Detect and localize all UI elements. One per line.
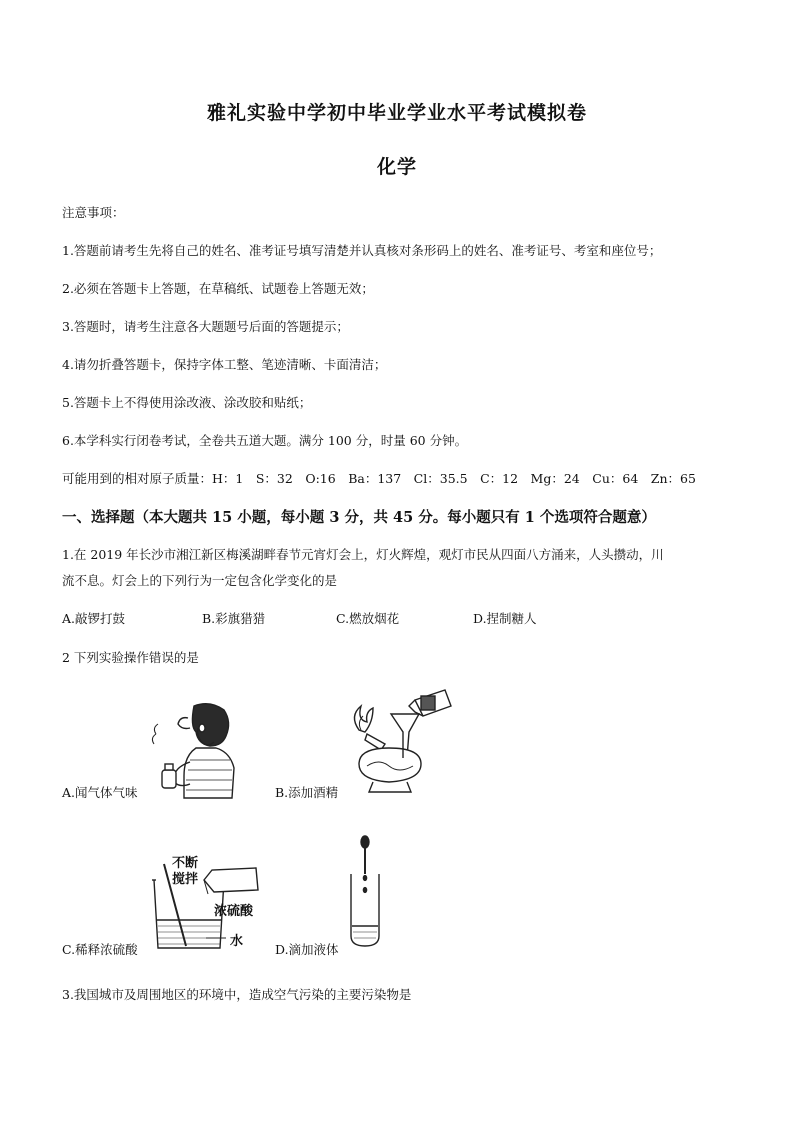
notice-heading: 注意事项：	[62, 205, 125, 220]
notice-item-3: 3.答题时，请考生注意各大题题号后面的答题提示；	[62, 319, 349, 334]
q2-option-d: D.滴加液体	[275, 942, 339, 957]
figure-add-alcohol	[345, 686, 455, 798]
notice-item-1: 1.答题前请考生先将自己的姓名、准考证号填写清楚并认真核对条形码上的姓名、准考证号、考室和座位号；	[62, 243, 662, 258]
q1-option-b: B.彩旗猎猎	[202, 611, 266, 626]
notice-item-2: 2.必须在答题卡上答题，在草稿纸、试题卷上答题无效；	[62, 281, 374, 296]
figure-c-label-stir-1: 不断	[172, 856, 199, 871]
figure-c-label-stir-2: 搅拌	[172, 872, 199, 887]
figure-c-label-acid: 浓硫酸	[214, 904, 254, 919]
exam-title: 雅礼实验中学初中毕业学业水平考试模拟卷	[206, 102, 587, 124]
q2-option-b: B.添加酒精	[275, 785, 339, 800]
q2-stem: 2 下列实验操作错误的是	[62, 650, 199, 665]
q1-stem-line1: 1.在 2019 年长沙市湘江新区梅溪湖畔春节元宵灯会上，灯火辉煌，观灯市民从四面八方涌来，人头攒动，川	[62, 547, 664, 562]
section-1-heading: 一、选择题（本大题共 15 小题，每小题 3 分，共 45 分。每小题只有 1 个选项符合题意）	[62, 509, 656, 526]
alcohol-lamp-illustration	[345, 686, 455, 798]
q2-option-c: C.稀释浓硫酸	[62, 942, 138, 957]
beaker-illustration	[148, 850, 278, 950]
q1-option-a: A.敲锣打鼓	[62, 611, 126, 626]
figure-dilute-sulfuric-acid	[148, 850, 278, 950]
notice-item-6: 6.本学科实行闭卷考试，全卷共五道大题。满分 100 分，时量 60 分钟。	[62, 433, 468, 448]
q1-stem-line2: 流不息。灯会上的下列行为一定包含化学变化的是	[62, 573, 338, 588]
q1-option-d: D.捏制糖人	[473, 611, 537, 626]
figure-drop-liquid	[345, 834, 385, 950]
figure-smell-gas	[150, 698, 242, 802]
q3-stem: 3.我国城市及周围地区的环境中，造成空气污染的主要污染物是	[62, 987, 412, 1002]
person-smelling-illustration	[150, 698, 242, 802]
q1-option-c: C.燃放烟花	[336, 611, 400, 626]
notice-item-4: 4.请勿折叠答题卡，保持字体工整、笔迹清晰、卡面清洁；	[62, 357, 387, 372]
notice-item-5: 5.答题卡上不得使用涂改液、涂改胶和贴纸；	[62, 395, 312, 410]
figure-c-label-water: 水	[230, 934, 244, 949]
exam-subject: 化学	[376, 156, 417, 178]
dropper-test-tube-illustration	[345, 834, 385, 950]
q2-option-a: A.闻气体气味	[62, 785, 138, 800]
atomic-masses: 可能用到的相对原子质量：H：1 S：32 O:16 Ba：137 Cl：35.5 C：12 Mg：24 Cu：64 Zn：65	[62, 471, 696, 486]
